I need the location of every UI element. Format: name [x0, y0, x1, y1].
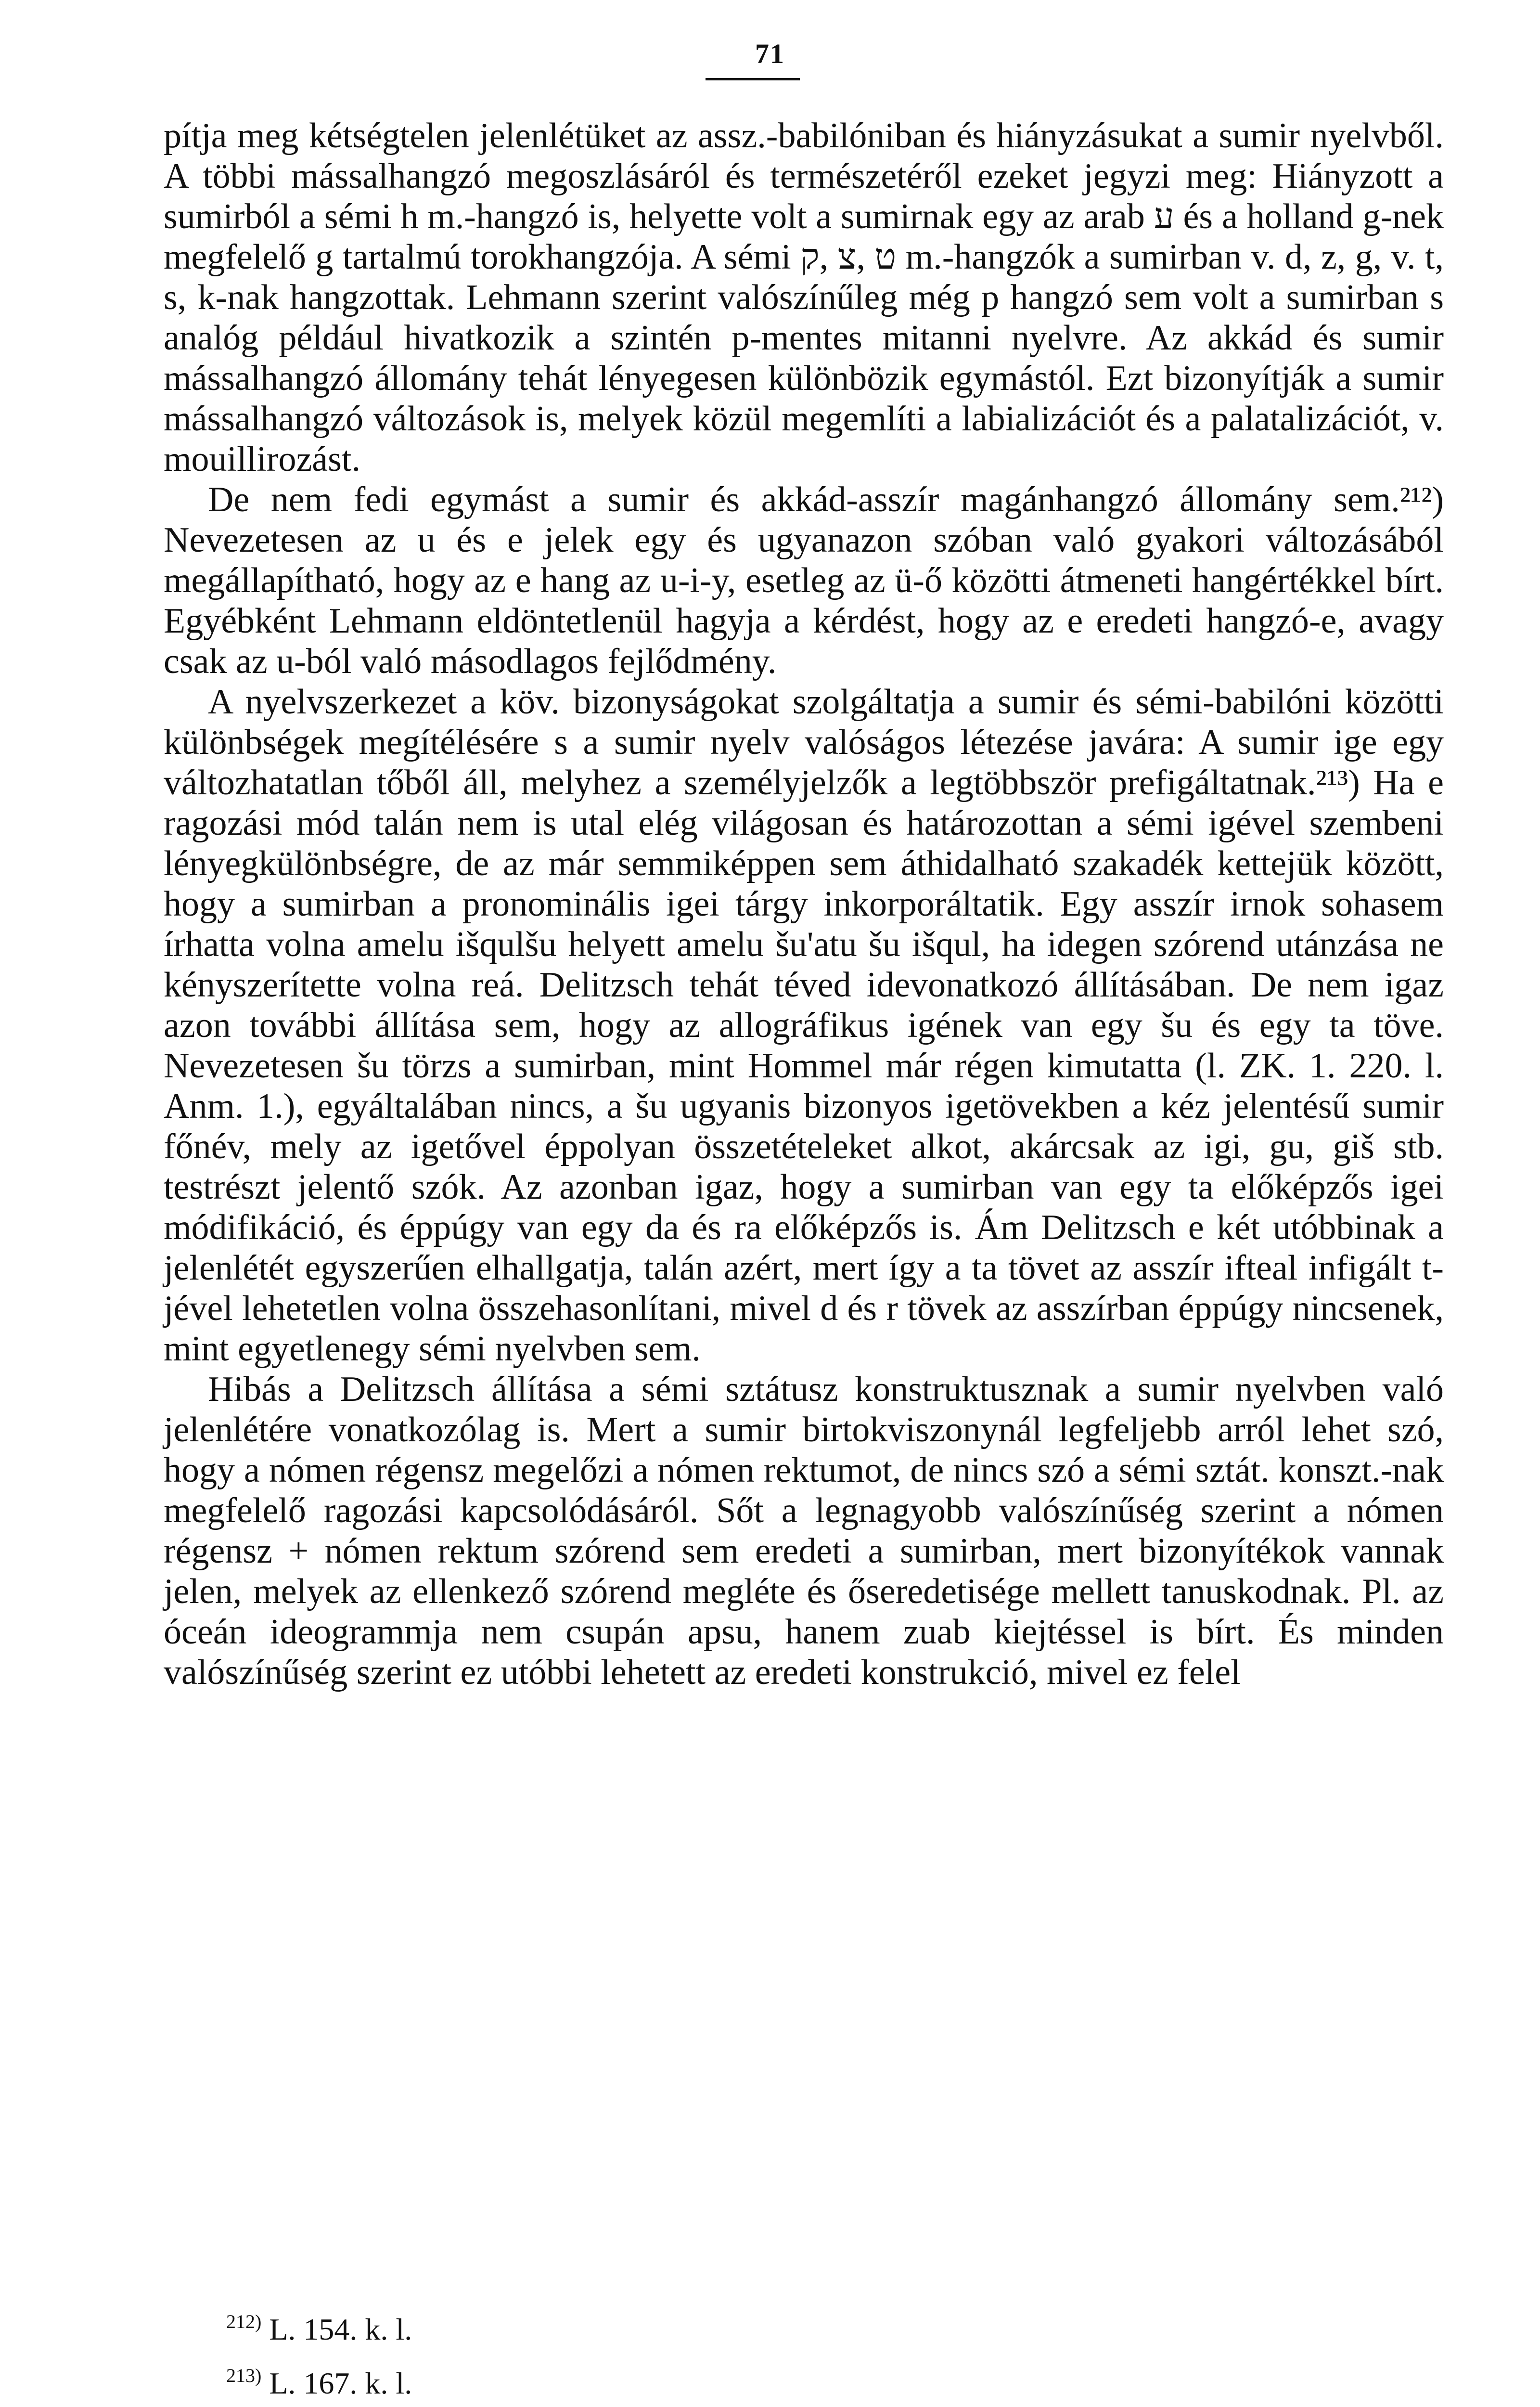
footnote-text: L. 154. k. l. [269, 2312, 412, 2346]
paragraph-1: pítja meg kétségtelen jelenlétüket az assz.-babilóniban és hiányzásukat a sumir nyelvből. A többi mássalhangzó megoszlásáról és természetéről ezeket jegyzi meg: Hiányzott a sumirból a sémi h m.-hangzó is, helyette volt a sumirnak egy az arab ע és a holland g-nek megfelelő g tartalmú torokhangzója. A sémi ט ,צ ,ק m.-hangzók a sumirban v. d, z, g, v. t, s, k-nak hangzottak. Lehmann szerint valószínűleg még p hangzó sem volt a sumirban s analóg például hivatkozik a szintén p-mentes mitanni nyelvre. Az akkád és sumir mássalhangzó állomány tehát lényegesen különbözik egymástól. Ezt bizonyítják a sumir mássalhangzó változások is, melyek közül megemlíti a labializációt és a palatalizációt, v. mouillirozást. [164, 116, 1444, 479]
footnotes [226, 2299, 412, 2407]
paragraph-2: De nem fedi egymást a sumir és akkád-asszír magánhangzó állomány sem.²¹²) Nevezetesen az u és e jelek egy és ugyanazon szóban való gyakori változásából megállapítható, hogy az e hang az u-i-y, esetleg az ü-ő közötti átmeneti hangértékkel bírt. Egyébként Lehmann eldöntetlenül hagyja a kérdést, hogy az e eredeti hangzó-e, avagy csak az u-ból való másodlagos fejlődmény. [164, 480, 1444, 681]
paragraph-3: A nyelvszerkezet a köv. bizonyságokat szolgáltatja a sumir és sémi-babilóni közötti különbségek megítélésére s a sumir nyelv valóságos létezése javára: A sumir ige egy változhatatlan tőből áll, melyhez a személyjelzők a legtöbbször prefigáltatnak.²¹³) Ha e ragozási mód talán nem is utal elég világosan és határozottan a sémi igével szembeni lényegkülönbségre, de az már semmiképpen sem áthidalható szakadék kettejük között, hogy a sumirban a pronominális igei tárgy inkorporáltatik. Egy asszír irnok sohasem írhatta volna amelu išqulšu helyett amelu šu'atu šu išqul, ha idegen szórend utánzása ne kényszerítette volna reá. Delitzsch tehát téved idevonatkozó állításában. De nem igaz azon további állítása sem, hogy az allográfikus igének van egy šu és egy ta töve. Nevezetesen šu törzs a sumirban, mint Hommel már régen kimutatta (l. ZK. 1. 220. l. Anm. 1.), egyáltalában nincs, a šu ugyanis bizonyos igetövekben a kéz jelentésű sumir főnév, mely az igetővel éppolyan összetételeket alkot, akárcsak az igi, gu, giš stb. testrészt jelentő szók. Az azonban igaz, hogy a sumirban van egy ta előképzős igei módifikáció, és éppúgy van egy da és ra előképzős is. Ám Delitzsch e két utóbbinak a jelenlétét egyszerűen elhallgatja, talán azért, mert így a ta tövet az asszír ifteal infigált t-jével lehetetlen volna összehasonlítani, mivel d és r tövek az asszírban éppúgy nincsenek, mint egyetlenegy sémi nyelvben sem. [164, 682, 1444, 1369]
page-number-underline [706, 78, 800, 80]
footnote-mark: 213) [226, 2365, 262, 2386]
paragraph-4: Hibás a Delitzsch állítása a sémi sztátusz konstruktusznak a sumir nyelvben való jelenlétére vonatkozólag is. Mert a sumir birtokviszonynál legfeljebb arról lehet szó, hogy a nómen régensz megelőzi a nómen rektumot, de nincs szó a sémi sztát. konszt.-nak megfelelő ragozási kapcsolódásáról. Sőt a legnagyobb valószínűség szerint a nómen régensz + nómen rektum szórend sem eredeti a sumirban, mert bizonyítékok vannak jelen, melyek az ellenkező szórend megléte és őseredetisége mellett tanuskodnak. Pl. az óceán ideogrammja nem csupán apsu, hanem zuab kiejtéssel is bírt. És minden valószínűség szerint ez utóbbi lehetett az eredeti konstrukció, mivel ez felel [164, 1370, 1444, 1692]
footnote-mark: 212) [226, 2311, 262, 2332]
page-number: 71 [755, 38, 785, 69]
footnote-213 [226, 2353, 412, 2407]
body-text [164, 116, 1444, 1693]
footnote-212 [226, 2299, 412, 2353]
footnote-text: L. 167. k. l. [269, 2366, 412, 2400]
